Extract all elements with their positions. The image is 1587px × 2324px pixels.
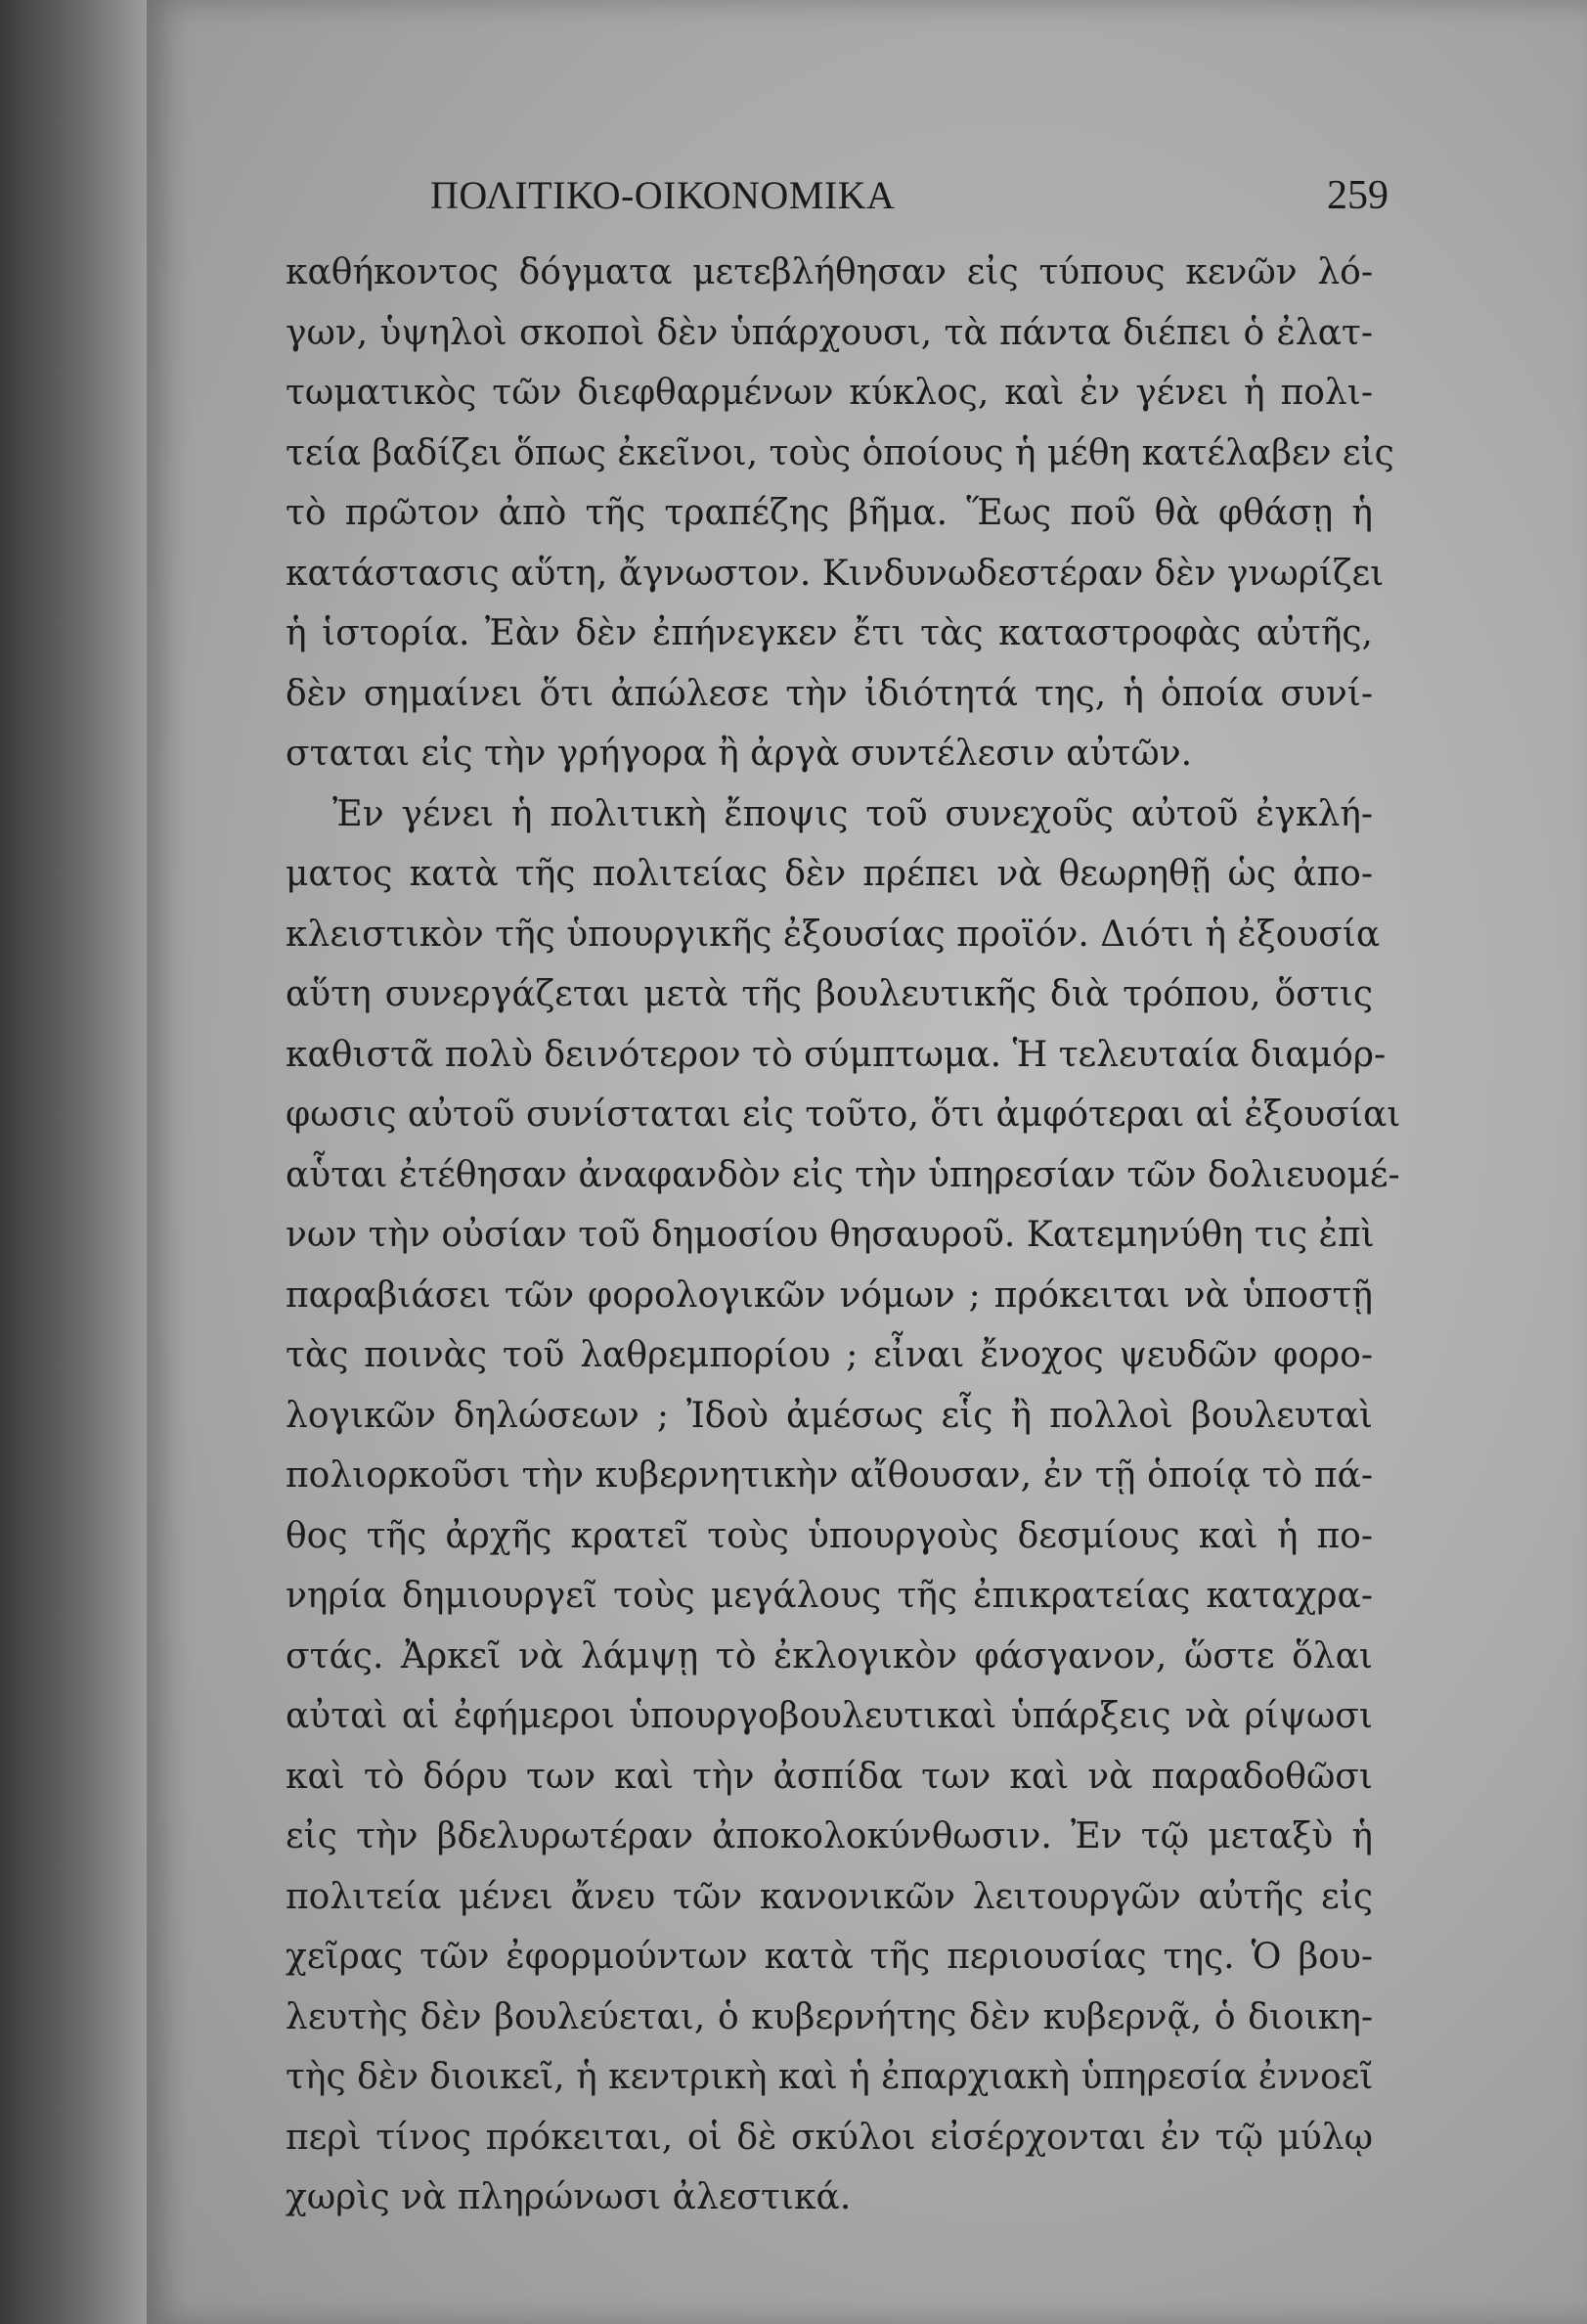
- text-line: τεία βαδίζει ὅπως ἐκεῖνοι, τοὺς ὁποίους ἡ μέθη κατέλαβεν εἰς: [286, 432, 1394, 473]
- text-line: τὴς δὲν διοικεῖ, ἡ κεντρικὴ καὶ ἡ ἐπαρχιακὴ ὑπηρεσία ἐννοεῖ: [286, 2057, 1374, 2097]
- text-line: καθιστᾶ πολὺ δεινότερον τὸ σύμπτωμα. Ἡ τελευταία διαμόρ-: [286, 1034, 1387, 1075]
- text-line: αὕτη συνεργάζεται μετὰ τῆς βουλευτικῆς διὰ τρόπου, ὅστις: [286, 974, 1373, 1014]
- text-line: φωσις αὐτοῦ συνίσταται εἰς τοῦτο, ὅτι ἀμφότεραι αἱ ἐξουσίαι: [286, 1095, 1401, 1135]
- text-line: ματος κατὰ τῆς πολιτείας δὲν πρέπει νὰ θεωρηθῇ ὡς ἀπο-: [286, 854, 1373, 894]
- text-line: αὗται ἐτέθησαν ἀναφανδὸν εἰς τὴν ὑπηρεσίαν τῶν δολιευομέ-: [286, 1154, 1400, 1195]
- text-line: χεῖρας τῶν ἐφορμούντων κατὰ τῆς περιουσίας της. Ὁ βου-: [286, 1937, 1373, 1977]
- text-line: τωματικὸς τῶν διεφθαρμένων κύκλος, καὶ ἐν γένει ἡ πολι-: [286, 373, 1373, 413]
- text-line: αὐταὶ αἱ ἐφήμεροι ὑπουργοβουλευτικαὶ ὑπάρξεις νὰ ρίψωσι: [286, 1696, 1373, 1736]
- running-title: ΠΟΛΙΤΙΚΟ-ΟΙΚΟΝΟΜΙΚΑ: [430, 173, 896, 217]
- text-line: σταται εἰς τὴν γρήγορα ἢ ἀργὰ συντέλεσιν αὐτῶν.: [286, 734, 1193, 774]
- page-number: 259: [1327, 173, 1389, 218]
- text-line: νηρία δημιουργεῖ τοὺς μεγάλους τῆς ἐπικρατείας καταχρα-: [286, 1576, 1373, 1616]
- text-line: καθήκοντος δόγματα μετεβλήθησαν εἰς τύπους κενῶν λό-: [286, 252, 1373, 292]
- text-line: καὶ τὸ δόρυ των καὶ τὴν ἀσπίδα των καὶ νὰ παραδοθῶσι: [286, 1756, 1373, 1797]
- text-line: Ἐν γένει ἡ πολιτικὴ ἔποψις τοῦ συνεχοῦς αὐτοῦ ἐγκλή-: [332, 793, 1373, 834]
- text-line: λευτὴς δὲν βουλεύεται, ὁ κυβερνήτης δὲν κυβερνᾷ, ὁ διοικη-: [286, 1996, 1373, 2037]
- body-text: [286, 243, 1401, 2228]
- text-line: ἡ ἱστορία. Ἐὰν δὲν ἐπήνεγκεν ἔτι τὰς καταστροφὰς αὐτῆς,: [286, 613, 1373, 653]
- text-line: τὸ πρῶτον ἀπὸ τῆς τραπέζης βῆμα. Ἕως ποῦ θὰ φθάσῃ ἡ: [286, 493, 1373, 533]
- text-line: κλειστικὸν τῆς ὑπουργικῆς ἐξουσίας προϊόν. Διότι ἡ ἐξουσία: [286, 914, 1381, 955]
- text-line: νων τὴν οὐσίαν τοῦ δημοσίου θησαυροῦ. Κατεμηνύθη τις ἐπὶ: [286, 1215, 1375, 1255]
- text-line: δὲν σημαίνει ὅτι ἀπώλεσε τὴν ἰδιότητά της, ἡ ὁποία συνί-: [286, 673, 1373, 714]
- text-line: κατάστασις αὕτη, ἄγνωστον. Κινδυνωδεστέραν δὲν γνωρίζει: [286, 553, 1385, 594]
- text-line: πολιτεία μένει ἄνευ τῶν κανονικῶν λειτουργῶν αὐτῆς εἰς: [286, 1876, 1373, 1917]
- text-line: περὶ τίνος πρόκειται, οἱ δὲ σκύλοι εἰσέρχονται ἐν τῷ μύλῳ: [286, 2117, 1373, 2158]
- text-line: λογικῶν δηλώσεων ; Ἰδοὺ ἀμέσως εἷς ἢ πολλοὶ βουλευταὶ: [286, 1395, 1373, 1436]
- text-line: στάς. Ἀρκεῖ νὰ λάμψῃ τὸ ἐκλογικὸν φάσγανον, ὥστε ὅλαι: [286, 1635, 1373, 1676]
- text-line: πολιορκοῦσι τὴν κυβερνητικὴν αἴθουσαν, ἐν τῇ ὁποίᾳ τὸ πά-: [286, 1455, 1373, 1496]
- text-line: τὰς ποινὰς τοῦ λαθρεμπορίου ; εἶναι ἔνοχος ψευδῶν φορο-: [286, 1335, 1373, 1375]
- text-line: παραβιάσει τῶν φορολογικῶν νόμων ; πρόκειται νὰ ὑποστῇ: [286, 1274, 1373, 1316]
- book-gutter-edge: [0, 0, 147, 2324]
- page-header: [430, 172, 1389, 231]
- text-line: χωρὶς νὰ πληρώνωσι ἀλεστικά.: [286, 2177, 852, 2217]
- text-line: θος τῆς ἀρχῆς κρατεῖ τοὺς ὑπουργοὺς δεσμίους καὶ ἡ πο-: [286, 1515, 1373, 1556]
- text-line: γων, ὑψηλοὶ σκοποὶ δὲν ὑπάρχουσι, τὰ πάντα διέπει ὁ ἐλατ-: [286, 312, 1373, 353]
- text-line: εἰς τὴν βδελυρωτέραν ἀποκολοκύνθωσιν. Ἐν τῷ μεταξὺ ἡ: [286, 1816, 1373, 1856]
